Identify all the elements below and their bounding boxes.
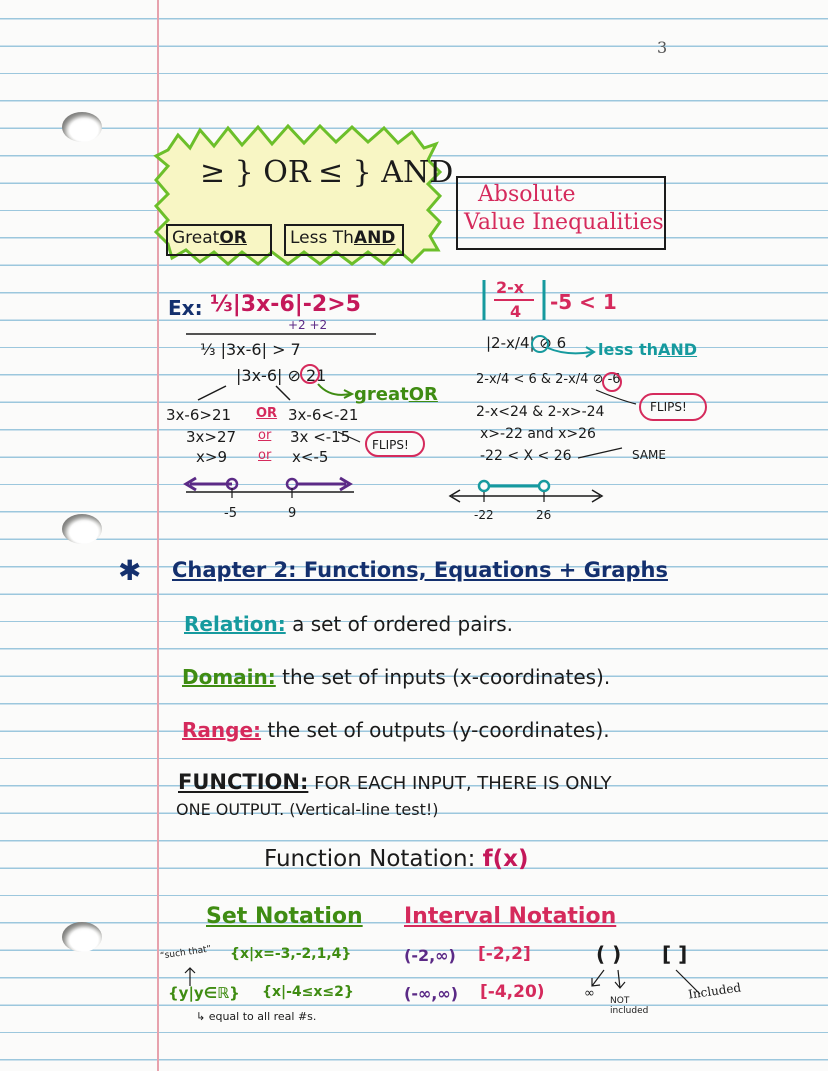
star-icon: ✱	[118, 554, 142, 587]
numline2-tick-a: -22	[474, 508, 494, 522]
example2-tail: -5 < 1	[550, 290, 617, 314]
interval-example-1a: (-2,∞)	[404, 946, 456, 965]
infinity-symbol: ∞	[584, 986, 595, 1001]
definition-relation: Relation: a set of ordered pairs.	[184, 612, 514, 636]
interval-notation-heading: Interval Notation	[404, 904, 617, 929]
or-3: or	[258, 448, 272, 463]
symbols-greater-or: ≥ } OR	[200, 155, 311, 190]
same-label: SAME	[632, 448, 666, 462]
title-line-2: Value Inequalities	[464, 210, 664, 235]
brackets-symbol: [ ]	[662, 942, 688, 966]
example2-numerator: 2-x	[496, 278, 525, 297]
numline2-tick-b: 26	[536, 508, 552, 522]
example1-equation: ⅓|3x-6|-2>5	[210, 292, 361, 317]
set-example-1: {x|x=-3,-2,1,4}	[230, 946, 352, 962]
flips-label-2: FLIPS!	[650, 400, 687, 414]
numline1-tick-a: -5	[224, 506, 237, 521]
parens-symbol: ( )	[596, 942, 622, 966]
flips-bubble-2	[0, 370, 828, 430]
example1-plus-marks: +2 +2	[288, 318, 328, 332]
case-left-2: 3x>27	[186, 428, 237, 446]
case-right-1: 3x-6<-21	[288, 406, 359, 424]
case-right-3: x<-5	[292, 448, 329, 466]
punch-hole	[62, 922, 102, 952]
or-1: OR	[256, 406, 278, 421]
page-number: 3	[657, 38, 668, 57]
greater-or-label: GreatOR	[172, 228, 247, 248]
example2-step3: 2-x<24 & 2-x>-24	[476, 404, 605, 420]
set-example-2: {y|y∈ℝ}	[168, 984, 240, 1002]
example1-step2: |3x-6| ⊘ 21	[236, 366, 327, 385]
example2-denominator: 4	[510, 302, 522, 321]
set-notation-heading: Set Notation	[206, 904, 363, 929]
case-left-1: 3x-6>21	[166, 406, 232, 424]
function-notation: Function Notation: f(x)	[264, 846, 529, 872]
example1-step1: ⅓ |3x-6| > 7	[200, 340, 301, 359]
example2-step4: x>-22 and x>26	[480, 426, 596, 442]
set-example-3: {x|-4≤x≤2}	[262, 984, 354, 1000]
less-and-note: less thAND	[598, 340, 698, 359]
interval-example-2a: (-∞,∞)	[404, 984, 458, 1003]
function-definition-line2: ONE OUTPUT. (Vertical-line test!)	[176, 800, 439, 819]
example2-step1: |2-x/4| ⊘ 6	[486, 334, 567, 352]
function-definition-line1: FUNCTION: FOR EACH INPUT, THERE IS ONLY	[178, 770, 612, 794]
interval-example-2b: [-4,20)	[480, 982, 545, 1002]
case-right-2: 3x <-15	[290, 428, 351, 446]
real-numbers-note: ↳ equal to all real #s.	[196, 1010, 317, 1023]
symbols-less-and: ≤ } AND	[318, 155, 454, 190]
included-label: Included	[687, 980, 742, 1002]
numline1-tick-b: 9	[288, 506, 297, 521]
case-left-3: x>9	[196, 448, 227, 466]
example2-step2: 2-x/4 < 6 & 2-x/4 ⊘ -6	[476, 372, 621, 387]
chapter-title: Chapter 2: Functions, Equations + Graphs	[172, 558, 668, 582]
zigzag-frame	[0, 0, 828, 300]
example-label: Ex:	[168, 296, 203, 320]
example2-step5: -22 < X < 26	[480, 448, 572, 464]
less-and-label: Less ThAND	[290, 228, 396, 248]
number-line-2	[0, 470, 828, 530]
definition-domain: Domain: the set of inputs (x-coordinates).	[182, 665, 611, 689]
flips-label-1: FLIPS!	[372, 438, 409, 452]
not-included-label: NOT included	[610, 996, 649, 1016]
definition-range: Range: the set of outputs (y-coordinates).	[182, 718, 610, 742]
example2-bars	[0, 272, 828, 332]
title-line-1: Absolute	[478, 182, 576, 207]
great-or-note: greatOR	[354, 384, 438, 405]
or-2: or	[258, 428, 272, 443]
such-that-note: “such that”	[159, 944, 212, 962]
interval-example-1b: [-2,2]	[478, 944, 531, 964]
less-and-arrow	[0, 330, 828, 370]
